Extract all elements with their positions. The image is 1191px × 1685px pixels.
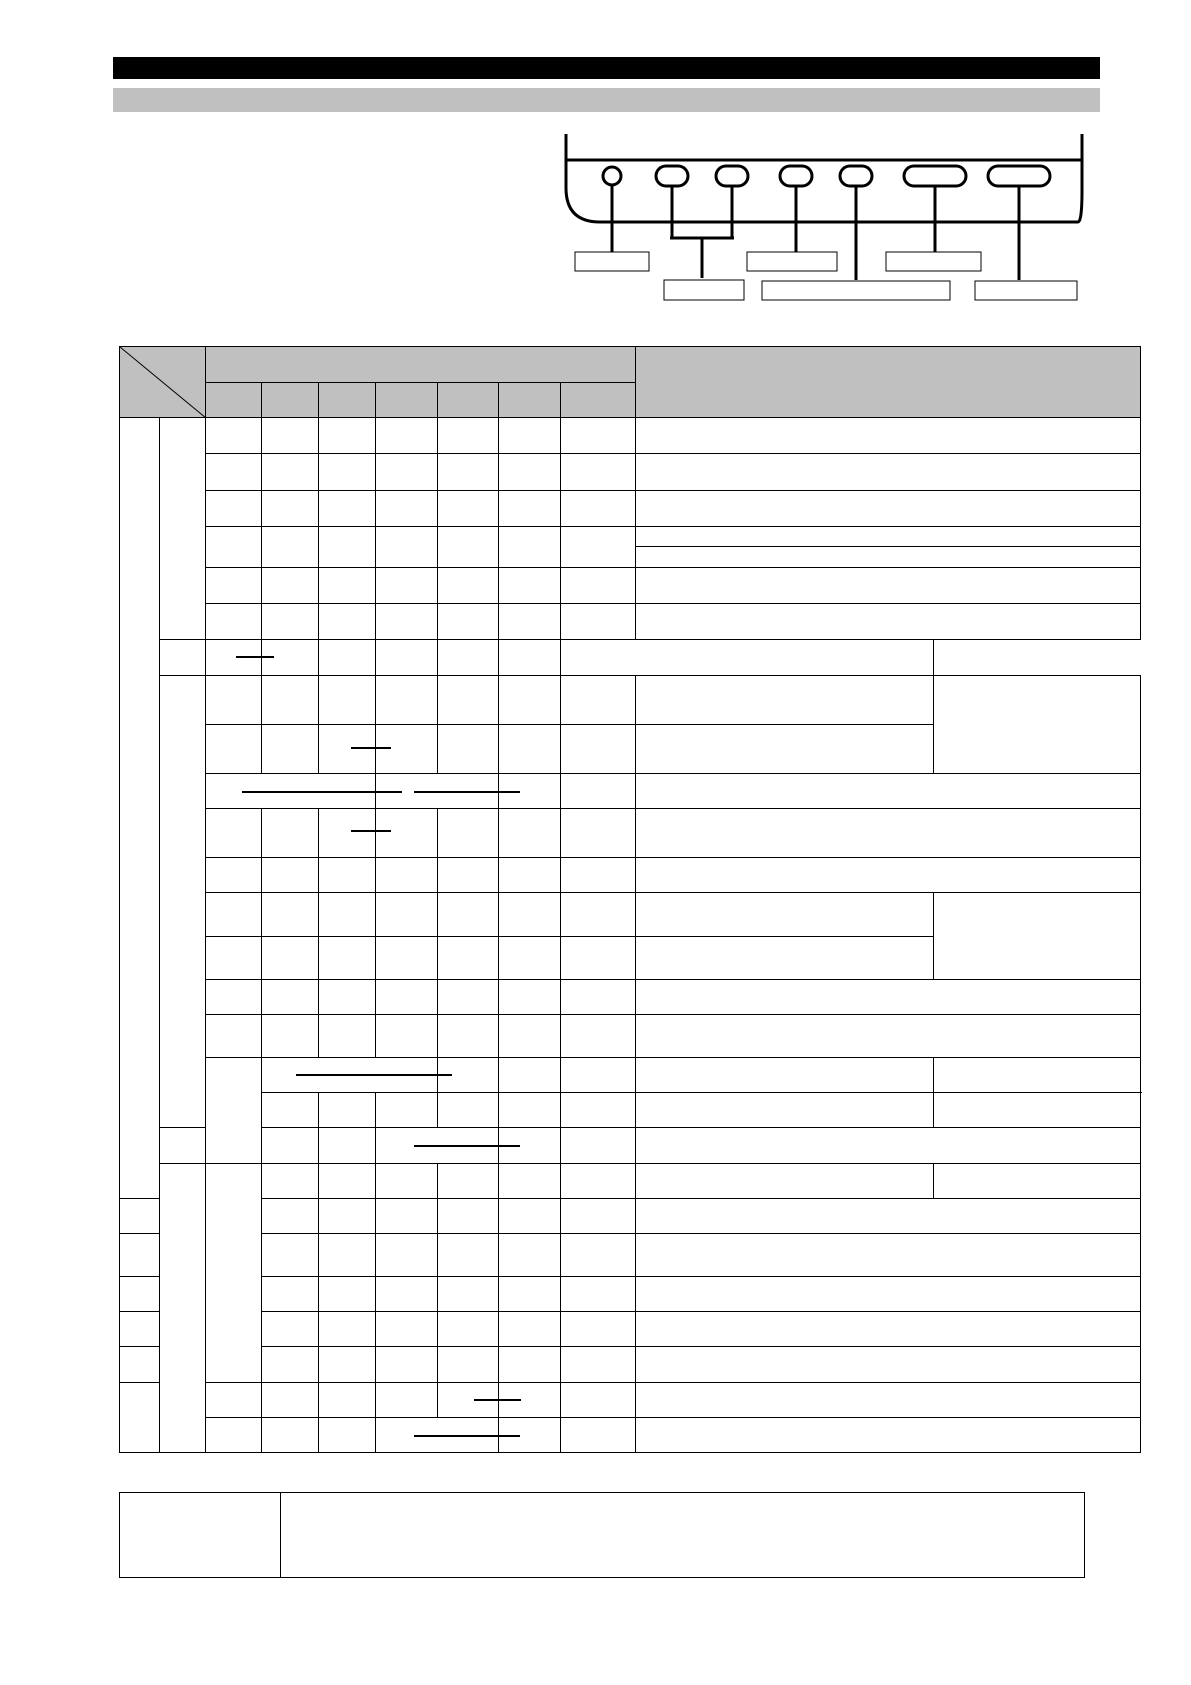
table-row xyxy=(120,526,1141,546)
title-bar xyxy=(113,57,1100,79)
corner-header xyxy=(120,347,206,418)
group-a-label xyxy=(120,418,160,1198)
callout-button-3 xyxy=(747,252,837,271)
group-b-label xyxy=(160,1163,206,1452)
table-row xyxy=(120,773,1141,808)
table-row xyxy=(120,1163,1141,1198)
button-3 xyxy=(780,166,812,186)
callout-led xyxy=(575,252,649,271)
table-row xyxy=(120,418,1141,454)
table-row xyxy=(120,490,1141,526)
table-row xyxy=(120,1417,1141,1452)
sub-col-7 xyxy=(561,383,636,418)
sub-col-1 xyxy=(206,383,262,418)
front-panel-diagram xyxy=(560,130,1100,305)
sub-col-4 xyxy=(376,383,438,418)
function-matrix-table xyxy=(119,346,1141,1453)
table-row xyxy=(120,858,1141,893)
callout-button-5 xyxy=(886,252,981,271)
table-row xyxy=(120,809,1141,858)
button-1 xyxy=(656,166,688,186)
merged-note-cell xyxy=(934,893,1141,979)
subgroup-a3-label xyxy=(206,1058,262,1163)
table-row xyxy=(120,454,1141,490)
table-row xyxy=(120,1312,1141,1347)
table-row xyxy=(120,1233,1141,1276)
button-5 xyxy=(904,166,966,186)
callout-button-4 xyxy=(762,281,950,300)
section-bar xyxy=(113,88,1100,112)
sub-col-5 xyxy=(438,383,499,418)
subgroup-b1-label xyxy=(206,1163,262,1382)
table-row xyxy=(120,1382,1141,1417)
callout-buttons-1-2 xyxy=(664,280,744,300)
table-row xyxy=(120,1128,1141,1163)
subgroup-a2-label xyxy=(160,676,206,1128)
note-divider xyxy=(280,1493,281,1577)
sub-col-2 xyxy=(262,383,319,418)
merged-note-cell xyxy=(934,676,1141,773)
indicator-led-icon xyxy=(603,167,621,185)
table-row xyxy=(120,1014,1141,1057)
table-row xyxy=(120,1058,1141,1093)
button-2 xyxy=(716,166,748,186)
table-row xyxy=(120,1347,1141,1382)
description-header xyxy=(636,347,1141,418)
callout-button-6 xyxy=(975,281,1077,300)
table-row xyxy=(120,676,1141,724)
button-4 xyxy=(840,166,872,186)
button-6 xyxy=(988,166,1050,186)
sub-col-6 xyxy=(499,383,561,418)
table-row xyxy=(120,979,1141,1014)
sub-col-3 xyxy=(319,383,376,418)
diagonal-line-icon xyxy=(120,347,206,418)
table-row xyxy=(120,893,1141,936)
subgroup-a1-label xyxy=(160,418,206,640)
table-row xyxy=(120,567,1141,603)
column-group-header xyxy=(206,347,636,383)
table-row xyxy=(120,640,1141,676)
subgroup-b2-label xyxy=(120,1382,160,1452)
table-row xyxy=(120,1093,1141,1128)
table-row xyxy=(120,1277,1141,1312)
note-box xyxy=(119,1492,1085,1578)
table-row xyxy=(120,1198,1141,1233)
table-row xyxy=(120,604,1141,640)
